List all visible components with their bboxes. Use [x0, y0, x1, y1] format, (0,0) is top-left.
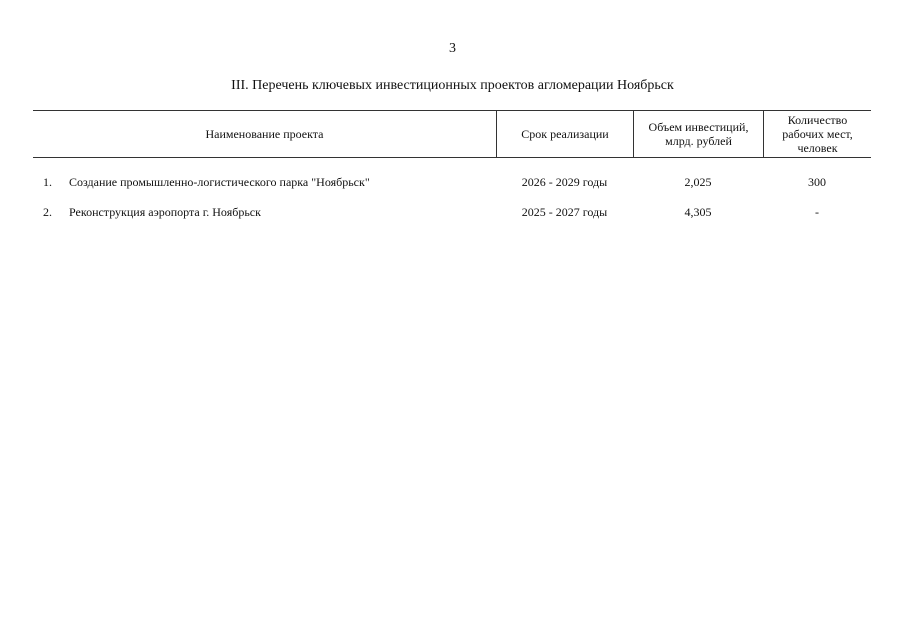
row-project-name: Реконструкция аэропорта г. Ноябрьск	[69, 205, 261, 219]
table-row	[33, 172, 871, 202]
header-jobs-line1: Количество	[787, 113, 848, 127]
header-project-name-label: Наименование проекта	[205, 127, 324, 141]
section-title: III. Перечень ключевых инвестиционных проектов агломерации Ноябрьск	[231, 78, 674, 93]
row-investment: 4,305	[684, 205, 712, 219]
page-number: 3	[449, 41, 456, 56]
row-investment: 2,025	[684, 175, 712, 189]
row-jobs: 300	[808, 175, 826, 189]
row-project-name: Создание промышленно-логистического парка "Ноябрьск"	[69, 175, 370, 189]
header-term-label: Срок реализации	[521, 127, 609, 141]
header-investment-line1: Объем инвестиций,	[648, 120, 749, 134]
header-investment	[633, 111, 763, 157]
row-term: 2025 - 2027 годы	[521, 205, 608, 219]
row-number: 2.	[43, 205, 52, 219]
row-term: 2026 - 2029 годы	[521, 175, 608, 189]
header-jobs-line2: рабочих мест,	[782, 127, 853, 141]
header-jobs	[763, 111, 871, 157]
header-jobs-line3: человек	[797, 141, 838, 155]
table-row	[33, 202, 871, 232]
table-header-row	[33, 110, 871, 158]
row-jobs: -	[815, 205, 819, 219]
header-project-name	[33, 111, 496, 157]
header-investment-line2: млрд. рублей	[665, 134, 732, 148]
projects-table	[33, 110, 871, 232]
header-term	[496, 111, 633, 157]
row-number: 1.	[43, 175, 52, 189]
